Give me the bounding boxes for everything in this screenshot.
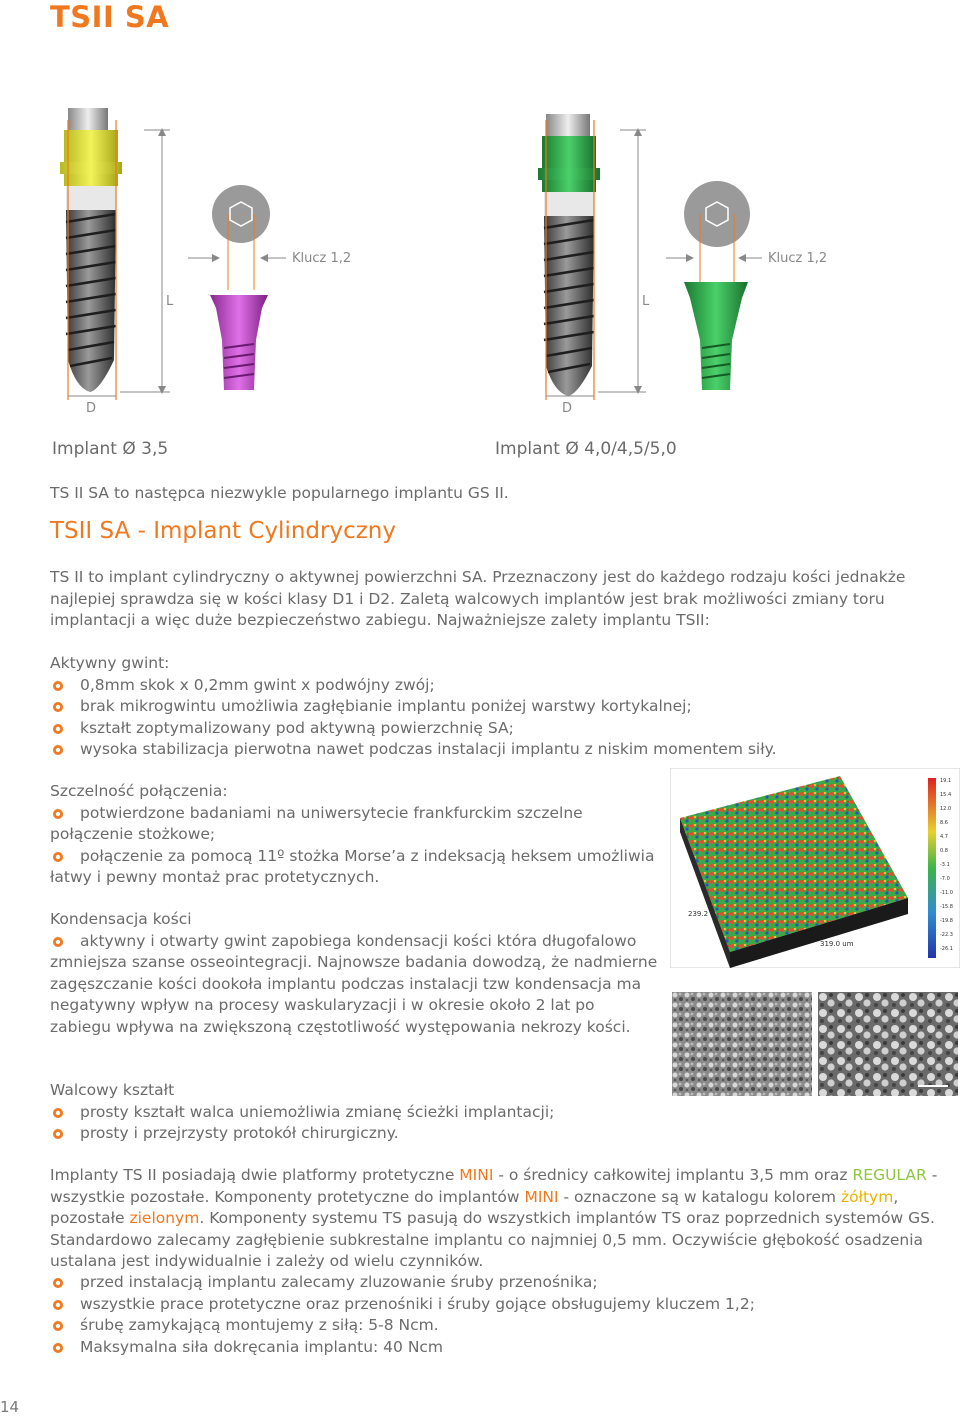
mini-label-2: MINI [524,1187,559,1206]
legend-tick: -15.8 [940,904,953,910]
bullet-icon [52,1128,64,1140]
legend-tick: 12.0 [940,806,952,812]
bullet-icon [52,936,64,948]
section-subtitle: TSII SA - Implant Cylindryczny [50,518,396,544]
length-label-right: L [642,294,650,309]
list-item: śrubę zamykającą montujemy z siłą: 5-8 Ncm. [50,1315,940,1337]
page-number: 14 [0,1398,20,1416]
legend-tick: 19.1 [940,778,952,784]
bullet-icon [52,808,64,820]
legend-tick: 8.6 [940,820,948,826]
list-item: prosty i przejrzysty protokół chirurgiczny. [50,1123,940,1145]
surface-scale-label: 319.0 um [820,940,854,948]
key-label-right: Klucz 1,2 [768,251,828,266]
length-label-left: L [166,294,174,309]
legend-tick: -11.0 [940,890,953,896]
sem-image-right [818,992,958,1096]
list-item: aktywny i otwarty gwint zapobiega kondensacji kości która długofalowo zmniejsza szanse osseointegracji. Najnowsze badania dowodzą, że nadmierne zagęszczanie kości dookoła implantu podczas instalacji tzw kondensacja ma negatywny wpływ na procesy waskularyzacji i w okresie około 2 lat po zabiegu wpływa na zwiększoną częstotliwość występowania nekrozy kości. [50,931,658,1036]
shape-label: Walcowy kształt [50,1081,175,1099]
legend-tick: -22.3 [940,932,953,938]
thread-section [50,653,940,761]
surface-topography-image [670,768,960,968]
green-label: zielonym [129,1209,200,1227]
screw-left [210,295,268,390]
condensation-list [50,931,660,1039]
bullet-icon [52,744,64,756]
seal-label: Szczelność połączenia: [50,782,228,800]
list-item: potwierdzone badaniami na uniwersytecie frankfurckim szczelne połączenie stożkowe; [50,803,583,843]
bullet-icon [52,851,64,863]
list-item: kształt zoptymalizowany pod aktywną powierzchnię SA; [50,718,940,740]
description-text: TS II to implant cylindryczny o aktywnej powierzchni SA. Przeznaczony jest do każdego rodzaju kości jednakże najlepiej sprawdza się w kości klasy D1 i D2. Zaletą walcowych implantów jest brak możliwości zmiany toru implantacji a więc duże bezpieczeństwo zabiegu. Najważniejsze zalety implantu TSII: [50,568,906,629]
diameter-label-right: D [562,401,573,416]
bullet-icon [52,1342,64,1354]
key-icon-right [666,181,762,290]
implant-figures [40,90,940,420]
caption-right: Implant Ø 4,0/4,5/5,0 [495,439,677,459]
list-item: przed instalacją implantu zalecamy zluzowanie śruby przenośnika; [50,1272,940,1294]
list-item: Maksymalna siła dokręcania implantu: 40 Ncm [50,1337,940,1359]
seal-section [50,781,665,889]
bullet-icon [52,723,64,735]
diameter-label-left: D [86,401,97,416]
condensation-label: Kondensacja kości [50,910,192,928]
sem-image-left [672,992,812,1096]
seal-list [50,803,665,889]
legend-tick: 4.7 [940,834,948,840]
key-label-left: Klucz 1,2 [292,251,352,266]
thread-label: Aktywny gwint: [50,654,170,672]
thread-list [50,675,940,761]
final-list [50,1272,940,1358]
screw-right [684,282,748,390]
implant-left [60,108,170,400]
platforms-text: Implanty TS II posiadają dwie platformy protetyczne MINI - o średnicy całkowitej implantu 3,5 mm oraz REGULAR - wszystkie pozostałe. Komponenty protetyczne do implantów MINI - oznaczone są w katalogu kolorem żółtym, pozostałe zielonym. Komponenty systemu TS pasują do wszystkich implantów TS oraz poprzednich systemów GS. Standardowo zalecamy zagłębienie subkrestalne implantu co najmniej 0,5 mm. Oczywiście głębokość osadzenia ustalana jest indywidualnie i zależy od wielu czynników. [50,1166,938,1270]
bullet-icon [52,1320,64,1332]
list-item: brak mikrogwintu umożliwia zagłębianie implantu poniżej warstwy kortykalnej; [50,696,940,718]
legend-tick: -3.1 [940,862,950,868]
legend-tick: -19.8 [940,918,953,924]
bullet-icon [52,701,64,713]
bullet-icon [52,680,64,692]
list-item: wszystkie prace protetyczne oraz przenośniki i śruby gojące obsługujemy kluczem 1,2; [50,1294,940,1316]
yellow-label: żółtym [840,1187,894,1206]
bullet-icon [52,1107,64,1119]
list-item: wysoka stabilizacja pierwotna nawet podczas instalacji implantu z niskim momentem siły. [50,739,940,761]
list-item: 0,8mm skok x 0,2mm gwint x podwójny zwój; [50,675,940,697]
regular-label: REGULAR [852,1166,927,1184]
implant-right [538,114,646,400]
shape-list [50,1102,940,1145]
page-title: TSII SA [50,0,170,34]
legend-tick: 15.4 [940,792,952,798]
legend-tick: -7.0 [940,876,950,882]
list-item: prosty kształt walca uniemożliwia zmianę ścieżki implantacji; [50,1102,940,1124]
intro-text: TS II SA to następca niezwykle popularnego implantu GS II. [50,484,509,502]
condensation-section [50,909,660,1038]
list-item: połączenie za pomocą 11º stożka Morse’a z indeksacją heksem umożliwia łatwy i pewny montaż prac protetycznych. [50,846,655,886]
surface-y-label: 239.2 [688,910,709,918]
bullet-icon [52,1277,64,1289]
legend-tick: 0.8 [940,848,948,854]
legend-tick: -26.1 [940,946,953,952]
mini-label: MINI [459,1166,494,1184]
key-icon-left [188,185,286,290]
bullet-icon [52,1299,64,1311]
caption-left: Implant Ø 3,5 [52,439,169,459]
